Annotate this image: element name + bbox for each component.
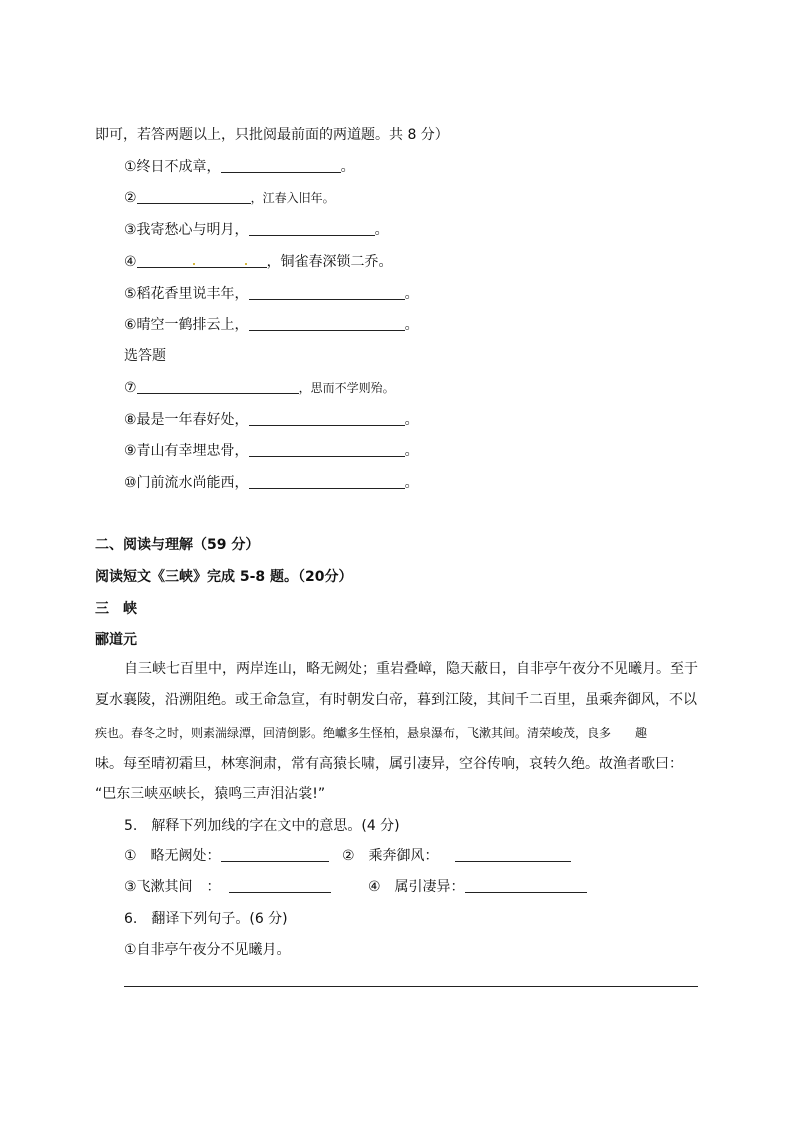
- answer-blank[interactable]: [249, 474, 405, 489]
- poem-prompt: ③我寄愁心与明月，: [124, 222, 249, 238]
- poem-prompt: ①终日不成章，: [124, 159, 221, 175]
- poem-suffix: ，江春入旧年。: [250, 191, 335, 205]
- poem-line-4: [124, 253, 393, 271]
- reading-intro: 阅读短文《三峡》完成 5-8 题。（20分）: [95, 569, 353, 585]
- q5-item-3: [124, 878, 331, 896]
- poem-suffix: 。: [404, 317, 419, 333]
- answer-blank[interactable]: [229, 878, 331, 893]
- q5-item-2: [342, 847, 571, 865]
- decorative-dot: [245, 263, 247, 265]
- poem-suffix: 。: [404, 475, 419, 491]
- poem-line-9: [124, 442, 419, 460]
- poem-prompt: ⑨青山有幸埋忠骨，: [124, 443, 249, 459]
- answer-blank[interactable]: [249, 442, 405, 457]
- answer-blank[interactable]: [249, 316, 405, 331]
- poem-line-5: [124, 285, 419, 303]
- poem-prompt: ④: [124, 254, 137, 270]
- answer-blank[interactable]: [249, 285, 405, 300]
- article-author: 郦道元: [95, 632, 137, 648]
- article-line-3: 疾也。春冬之时，则素湍绿潭，回清倒影。绝巘多生怪柏，悬泉瀑布，飞漱其间。清荣峻茂，良多 趣: [95, 726, 648, 740]
- q5-item-label: ③飞漱其间 ：: [124, 879, 221, 895]
- poem-prompt: ⑥晴空一鹤排云上，: [124, 317, 249, 333]
- article-line-1: 自三峡七百里中，两岸连山，略无阙处；重岩叠嶂，隐天蔽日，自非亭午夜分不见曦月。至于: [124, 661, 698, 677]
- poem-line-1: [124, 158, 355, 176]
- poem-prompt: ②: [124, 190, 137, 206]
- question-6: 6. 翻译下列句子。(6 分): [124, 911, 288, 927]
- answer-line[interactable]: [124, 986, 698, 987]
- answer-blank[interactable]: [137, 189, 251, 204]
- question-5: 5. 解释下列加线的字在文中的意思。(4 分): [124, 818, 400, 834]
- q5-item-label: ④ 属引凄异：: [368, 879, 465, 895]
- poem-suffix: 。: [374, 222, 389, 238]
- poem-prompt: ⑦: [124, 380, 137, 396]
- poem-line-2: [124, 189, 335, 207]
- section-heading: 二、阅读与理解（59 分）: [95, 537, 260, 553]
- q6-item-1: ①自非亭午夜分不见曦月。: [124, 942, 291, 958]
- article-line-5: “巴东三峡巫峡长，猿鸣三声泪沾裳!”: [95, 786, 326, 802]
- poem-suffix: ，思而不学则殆。: [298, 381, 395, 395]
- poem-suffix: 。: [404, 286, 419, 302]
- answer-blank[interactable]: [249, 411, 405, 426]
- answer-blank[interactable]: [137, 379, 299, 394]
- poem-line-7: [124, 379, 395, 397]
- q5-item-label: ① 略无阙处：: [124, 848, 221, 864]
- article-title: 三 峡: [95, 601, 137, 617]
- poem-line-3: [124, 221, 389, 239]
- intro-text: 即可，若答两题以上，只批阅最前面的两道题。共 8 分）: [95, 127, 449, 143]
- poem-suffix: ，铜雀春深锁二乔。: [266, 254, 393, 270]
- poem-line-10: [124, 474, 419, 492]
- poem-prompt: ⑧最是一年春好处，: [124, 412, 249, 428]
- poem-prompt: ⑩门前流水尚能西，: [124, 475, 249, 491]
- answer-blank[interactable]: [221, 158, 341, 173]
- q5-item-label: ② 乘奔御风：: [342, 848, 439, 864]
- poem-line-8: [124, 411, 419, 429]
- poem-line-6: [124, 316, 419, 334]
- article-line-4: 味。每至晴初霜旦，林寒涧肃，常有高猿长啸，属引凄异，空谷传响，哀转久绝。故渔者歌曰：: [95, 756, 683, 772]
- q5-item-1: [124, 847, 329, 865]
- poem-prompt: ⑤稻花香里说丰年，: [124, 286, 249, 302]
- poem-suffix: 。: [404, 443, 419, 459]
- answer-blank[interactable]: [465, 878, 587, 893]
- article-line-2: 夏水襄陵，沿溯阻绝。或王命急宣，有时朝发白帝，暮到江陵，其间千二百里，虽乘奔御风，不以: [95, 692, 697, 708]
- q5-item-4: [368, 878, 587, 896]
- poem-suffix: 。: [404, 412, 419, 428]
- answer-blank[interactable]: [249, 221, 375, 236]
- answer-blank[interactable]: [455, 847, 571, 862]
- optional-label: 选答题: [124, 348, 166, 364]
- decorative-dot: [193, 263, 195, 265]
- answer-blank[interactable]: [137, 253, 267, 268]
- answer-blank[interactable]: [221, 847, 329, 862]
- poem-suffix: 。: [340, 159, 355, 175]
